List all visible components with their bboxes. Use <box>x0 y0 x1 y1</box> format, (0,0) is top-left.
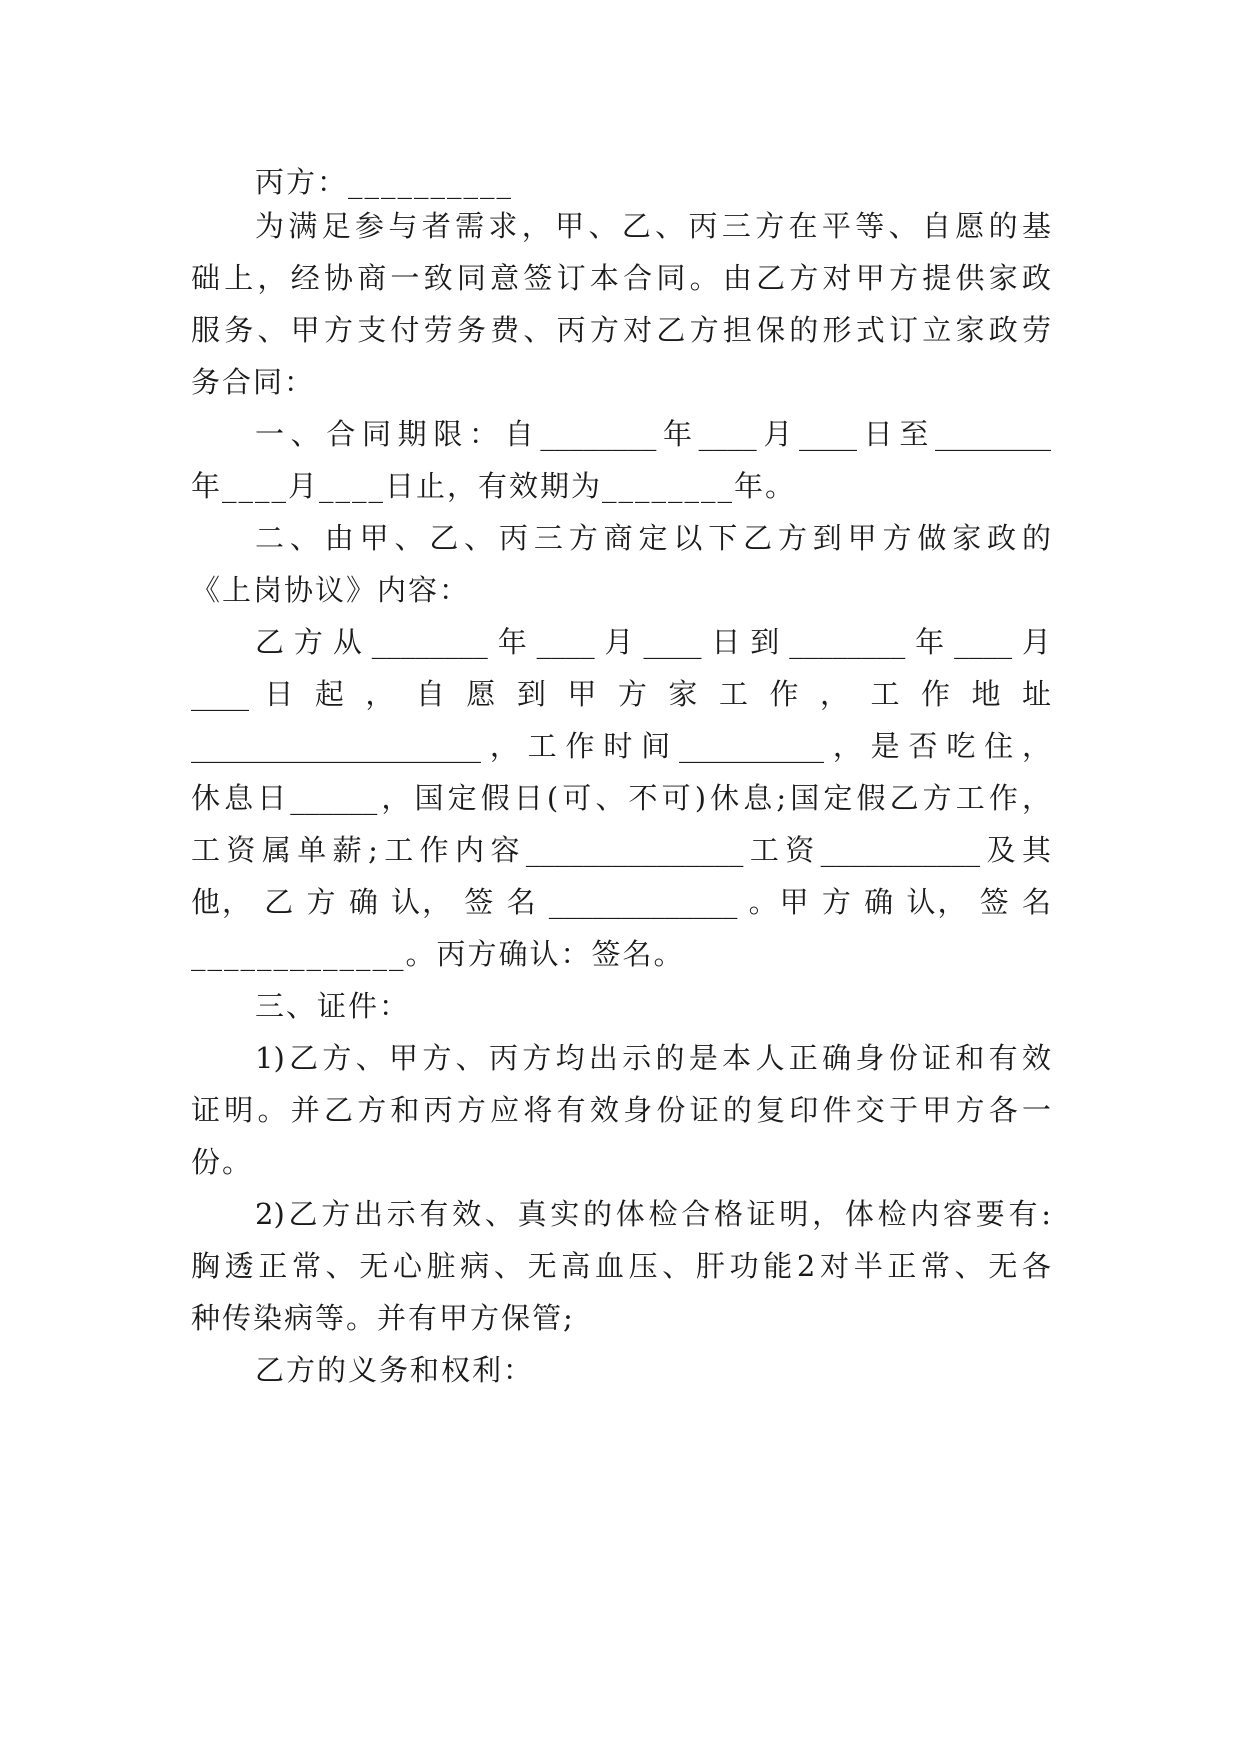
documents-item-2-line-1: 2)乙方出示有效、真实的体检合格证明，体检内容要有: <box>255 1197 1051 1231</box>
documents-item-1-line-2: 证明。并乙方和丙方应将有效身份证的复印件交于甲方各一 <box>191 1093 1051 1127</box>
documents-item-1-line-3: 份。 <box>191 1145 254 1179</box>
clause-3-heading: 三、证件： <box>255 989 411 1023</box>
preamble-line-3: 服务、甲方支付劳务费、丙方对乙方担保的形式订立家政劳 <box>191 313 1051 347</box>
agreement-line-7: _____________。丙方确认：签名。 <box>191 937 685 971</box>
agreement-line-4: 休息日______，国定假日(可、不可)休息;国定假乙方工作， <box>191 781 1051 815</box>
agreement-line-2: ____ 日 起 ， 自 愿 到 甲 方 家 工 作 ， 工 作 地 址 <box>191 677 1051 711</box>
preamble-line-4: 务合同： <box>191 365 316 399</box>
agreement-line-5: 工资属单薪;工作内容_______________工资___________及其 <box>191 833 1051 867</box>
documents-item-2-line-2: 胸透正常、无心脏病、无高血压、肝功能2对半正常、无各 <box>191 1249 1051 1283</box>
agreement-line-6: 他， 乙 方 确 认， 签 名 _____________ 。甲 方 确 认， 签 名 <box>191 885 1051 919</box>
clause-2-line-1: 二、由甲、乙、丙三方商定以下乙方到甲方做家政的 <box>255 521 1051 555</box>
documents-item-2-line-3: 种传染病等。并有甲方保管; <box>191 1301 575 1335</box>
party-c-line: 丙方：__________ <box>255 165 514 199</box>
clause-2-line-2: 《上岗协议》内容： <box>191 573 471 607</box>
clause-1-line-1: 一、合同期限：自________年____月____日至________ <box>255 417 1051 451</box>
preamble-line-2: 础上，经协商一致同意签订本合同。由乙方对甲方提供家政 <box>191 261 1051 295</box>
agreement-line-1: 乙方从________年____月____日到________年____月 <box>255 625 1051 659</box>
documents-item-1-line-1: 1)乙方、甲方、丙方均出示的是本人正确身份证和有效 <box>255 1041 1051 1075</box>
party-b-duties-heading: 乙方的义务和权利： <box>255 1353 535 1387</box>
agreement-line-3: ____________________，工作时间__________，是否吃住， <box>191 729 1051 763</box>
clause-1-line-2: 年____月____日止，有效期为________年。 <box>191 469 797 503</box>
preamble-line-1: 为满足参与者需求，甲、乙、丙三方在平等、自愿的基 <box>255 209 1051 243</box>
